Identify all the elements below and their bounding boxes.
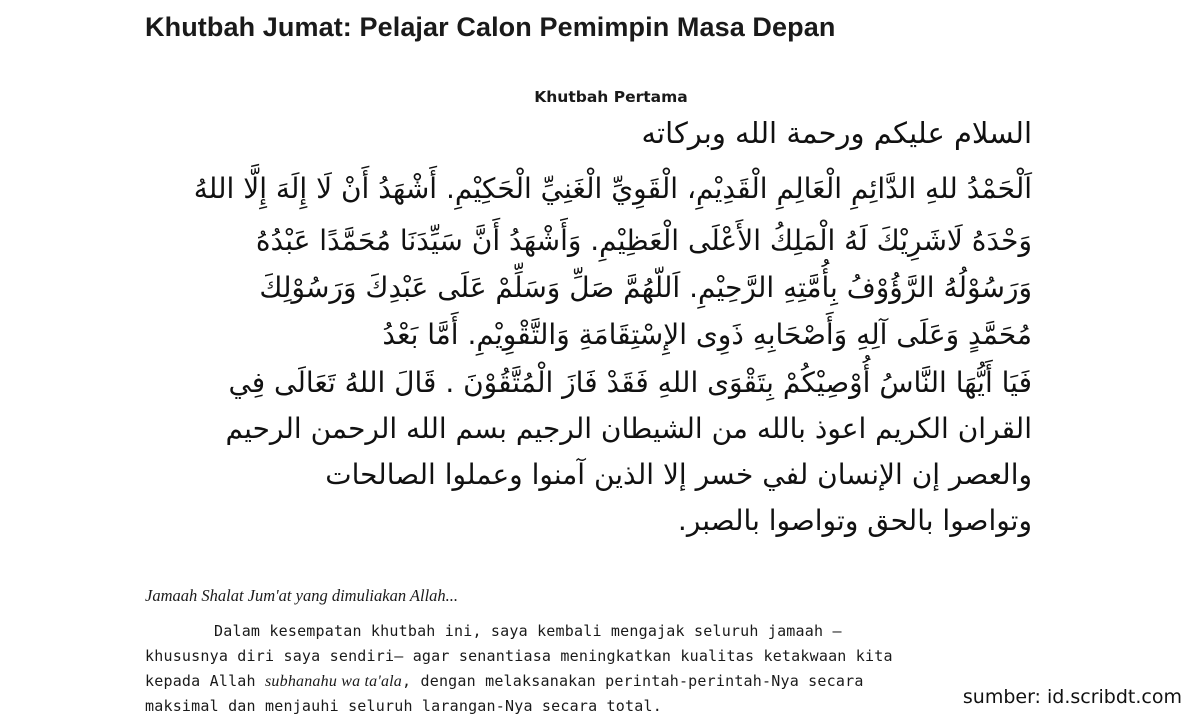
arabic-line: وَرَسُوْلُهُ الرَّؤُوْفُ بِأُمَّتِهِ الرَّحِيْمِ. اَللّهُمَّ صَلِّ وَسَلِّمْ عَلَى عَبْدِكَ وَرَسُوْلِكَ	[259, 271, 1032, 304]
paragraph-line: maksimal dan menjauhi seluruh larangan-Nya secara total.	[145, 697, 662, 715]
arabic-line: فَيَا أَيُّهَا النَّاسُ أُوْصِيْكُمْ بِتَقْوَى اللهِ فَقَدْ فَازَ الْمُتَّقُوْنَ . قَالَ اللهُ تَعَالَى فِي	[228, 366, 1032, 399]
section-heading: Khutbah Pertama	[534, 88, 688, 106]
arabic-line: وَحْدَهُ لَاشَرِيْكَ لَهُ الْمَلِكُ الأَعْلَى الْعَظِيْمِ. وَأَشْهَدُ أَنَّ سَيِّدَنَا مُحَمَّدًا عَبْدُهُ	[255, 224, 1032, 257]
paragraph-text: kepada Allah	[145, 672, 265, 690]
arabic-line: القران الكريم اعوذ بالله من الشيطان الرجيم بسم الله الرحمن الرحيم	[225, 412, 1032, 445]
arabic-line: اَلْحَمْدُ للهِ الدَّائِمِ الْعَالِمِ الْقَدِيْمِ، الْقَوِيِّ الْغَنِيِّ الْحَكِيْمِ. أَشْهَدُ أَنْ لَا إِلَهَ إِلَّا اللهُ	[193, 172, 1032, 205]
arabic-line: وتواصوا بالحق وتواصوا بالصبر.	[677, 504, 1032, 537]
arabic-line: مُحَمَّدٍ وَعَلَى آلِهِ وَأَصْحَابِهِ ذَوِى الإِسْتِقَامَةِ وَالتَّقْوِيْمِ. أَمَّا بَعْدُ	[382, 318, 1032, 351]
congregation-address: Jamaah Shalat Jum'at yang dimuliakan Allah...	[145, 586, 459, 605]
paragraph-text: , dengan melaksanakan perintah-perintah-Nya secara	[402, 672, 864, 690]
paragraph-italic-text: subhanahu wa ta'ala	[265, 673, 403, 690]
arabic-line: والعصر إن الإنسان لفي خسر إلا الذين آمنوا وعملوا الصالحات	[325, 458, 1032, 491]
arabic-salam: السلام عليكم ورحمة الله وبركاته	[641, 116, 1032, 150]
source-caption: sumber: id.scribdt.com	[957, 686, 1188, 708]
paragraph-line: Dalam kesempatan khutbah ini, saya kembali mengajak seluruh jamaah –	[214, 622, 842, 640]
document-title: Khutbah Jumat: Pelajar Calon Pemimpin Masa Depan	[145, 12, 836, 42]
paragraph-line: khususnya diri saya sendiri– agar senantiasa meningkatkan kualitas ketakwaan kita	[145, 647, 893, 665]
paragraph-line	[145, 672, 864, 691]
